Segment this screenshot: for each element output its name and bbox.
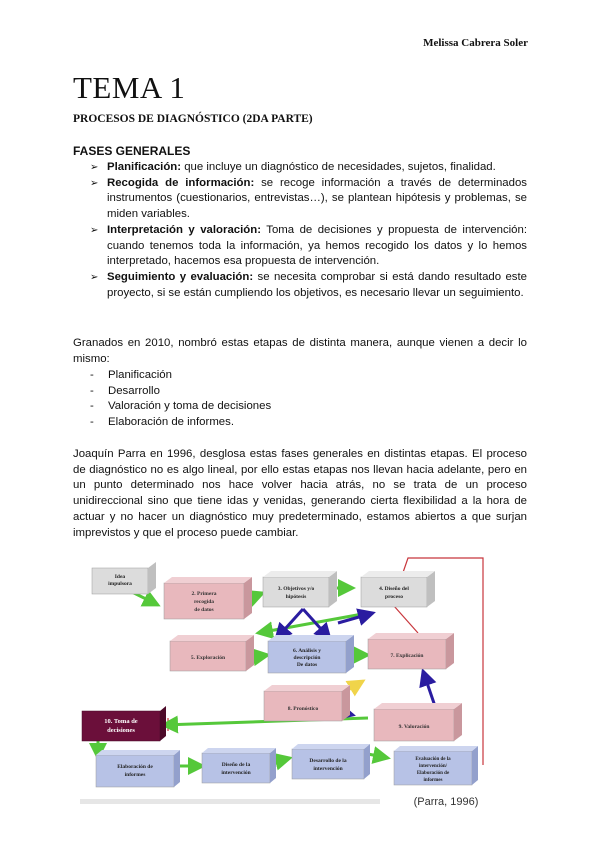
list-item: - Desarrollo: [90, 384, 160, 397]
list-item: - Planificación: [90, 369, 172, 381]
box-label-line: 8. Pronóstico: [287, 706, 319, 712]
phase-text: se recoge información a través de determinados instrumentos (cuestionarios, entrevistas…), se plantean hipótesis y problemas, se miden variables.: [107, 176, 527, 221]
phase-text: que incluye un diagnóstico de necesidades, sujetos, finalidad.: [181, 161, 496, 173]
box-analisis-datos: [268, 635, 354, 673]
box-label-line: impulsora: [108, 581, 132, 587]
phase-term: Recogida de información:: [107, 176, 255, 189]
box-exploracion: [170, 635, 254, 671]
list-item: [73, 176, 527, 223]
box-label-line: intervención/: [418, 764, 448, 769]
parra-paragraph: Joaquín Parra en 1996, desglosa estas fases generales en distintas etapas. El proceso de diagnóstico no es algo lineal, por ello estas etapas nos llevan hacia adelante, pero en un punto determinado nos hace volver hacia atrás, no se trata de un proceso unidireccional sino que tiene idas y venidas, generando cierta flexibilidad a la hora de actuar y no hacer un diagnóstico muy predeterminado, estamos abiertos a que surjan imprevistos y que el proceso puede cambiar.: [73, 448, 527, 539]
diagram-caption: (Parra, 1996): [413, 796, 479, 808]
box-toma-decisiones: [82, 706, 166, 741]
box-label-line: informes: [423, 778, 443, 783]
box-label-line: descripción: [293, 655, 321, 661]
phases-list: [73, 160, 527, 301]
box-pronostico: [264, 685, 350, 721]
phase-term: Planificación:: [107, 161, 182, 173]
list-item-text: Valoración y toma de decisiones: [108, 400, 272, 413]
box-desarrollo-intervencion: [292, 744, 370, 779]
granados-list: [73, 368, 271, 431]
box-label-line: De datos: [296, 662, 318, 668]
diagram-shadow: [80, 799, 380, 804]
box-label-line: 4. Diseño del: [379, 586, 409, 592]
list-item: [73, 270, 527, 301]
list-item: [73, 160, 527, 176]
phase-text: se necesita comprobar si está dando resultado este proyecto, si se están cumpliendo los objetivos, es necesario llevar un seguimiento.: [107, 270, 527, 299]
page-title: TEMA 1: [73, 70, 186, 105]
box-evaluacion-intervencion: [394, 746, 478, 785]
box-idea-impulsora: [92, 562, 156, 594]
arrow-bullet-icon: ➢: [90, 162, 99, 173]
phase-term: Seguimiento y evaluación:: [107, 270, 254, 283]
phase-text: Toma de decisiones y propuesta de intervención: cuando tenemos toda la información, ya hemos recogido los datos y lo hemos interpretado, hacemos esa propuesta de intervención.: [107, 223, 528, 268]
box-label-line: intervención: [313, 766, 343, 772]
box-label-line: de datos: [194, 607, 214, 613]
box-label-line: intervención: [221, 770, 251, 776]
box-label-line: 2. Primera: [191, 591, 217, 597]
box-diseno-proceso: [361, 571, 435, 607]
granados-paragraph: Granados en 2010, nombró estas etapas de distinta manera, aunque vienen a decir lo mismo:: [73, 337, 527, 365]
box-label-line: Evaluación de la: [415, 757, 451, 762]
box-label-line: 9. Valoración: [398, 724, 430, 730]
box-explicacion: [368, 633, 454, 669]
list-item-text: Planificación: [108, 369, 172, 381]
box-primera-recogida: [164, 577, 252, 619]
box-label-line: Elaboración de: [117, 764, 153, 770]
box-label-line: Diseño de la: [221, 762, 251, 768]
arrow-bullet-icon: ➢: [90, 177, 99, 189]
list-item: [73, 223, 527, 270]
phase-term: Interpretación y valoración:: [107, 223, 261, 236]
box-elaboracion-informes: [96, 750, 180, 787]
list-item-text: Elaboración de informes.: [108, 416, 234, 429]
box-label-line: 10. Toma de: [104, 718, 138, 725]
page-subtitle: PROCESOS DE DIAGNÓSTICO (2DA PARTE): [73, 113, 313, 125]
section-heading: FASES GENERALES: [73, 144, 191, 158]
box-label-line: Desarrollo de la: [309, 758, 347, 764]
box-diseno-intervencion: [202, 748, 276, 783]
box-objetivos-hipotesis: [263, 571, 337, 607]
box-label-line: informes: [124, 772, 146, 778]
box-label-line: Elaboración de: [416, 771, 450, 776]
box-label-line: hipótesis: [285, 594, 307, 600]
author-name: Melissa Cabrera Soler: [423, 37, 528, 49]
box-label-line: Idea: [114, 574, 126, 580]
box-label-line: 5. Exploración: [190, 655, 226, 661]
box-label-line: recogida: [193, 599, 215, 605]
box-label-line: 6. Análisis y: [293, 648, 321, 654]
list-item: - Valoración y toma de decisiones: [90, 400, 272, 413]
arrow-bullet-icon: ➢: [90, 271, 99, 283]
box-label-line: 3. Objetivos y/o: [277, 586, 315, 592]
box-label-line: decisiones: [107, 727, 135, 734]
parra-process-diagram: [78, 553, 498, 813]
box-label-line: 7. Explicación: [390, 653, 424, 659]
list-item: - Elaboración de informes.: [90, 416, 234, 429]
list-item-text: Desarrollo: [108, 384, 160, 397]
box-valoracion: [374, 703, 462, 741]
arrow-bullet-icon: ➢: [90, 224, 99, 236]
box-label-line: proceso: [385, 594, 403, 600]
